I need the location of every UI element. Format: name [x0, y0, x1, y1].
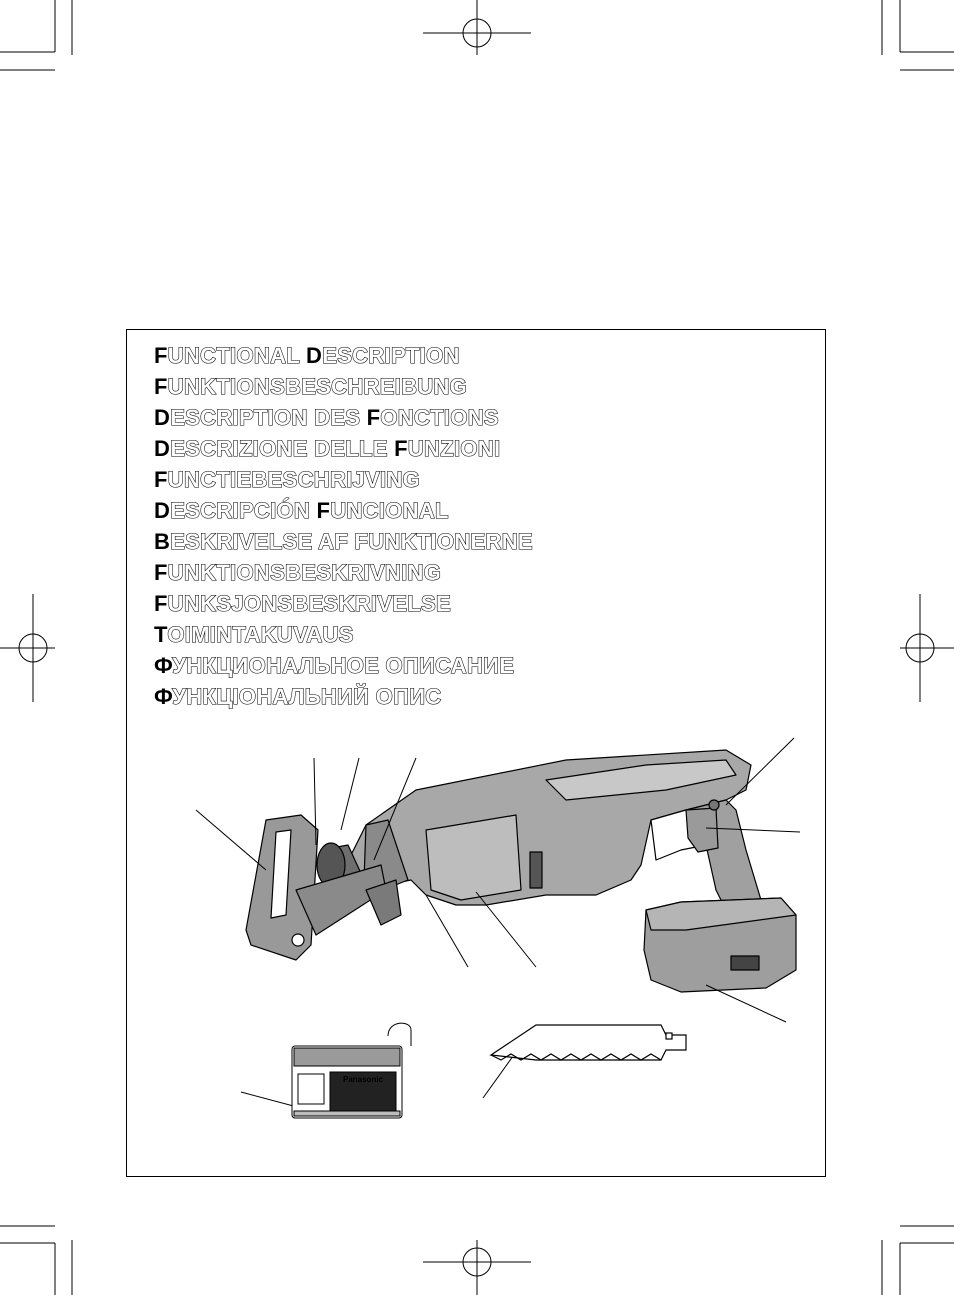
title-french: DESCRIPTION DES FONCTIONS: [154, 405, 499, 430]
title-english: FUNCTIONAL DESCRIPTION: [154, 343, 460, 368]
title-german: FUNKTIONSBESCHREIBUNG: [154, 374, 468, 399]
title-dutch: FUNCTIEBESCHRIJVING: [154, 467, 421, 492]
saw-body: [351, 750, 796, 992]
charger-brand: Panasonic: [342, 1075, 384, 1084]
title-russian: ФУНКЦИОНАЛЬНОЕ ОПИСАНИЕ: [154, 653, 515, 678]
battery-charger: [292, 1023, 411, 1118]
reciprocating-saw-illustration: [126, 720, 826, 1170]
saw-blade: [491, 1025, 686, 1060]
title-finnish: TOIMINTAKUVAUS: [154, 622, 354, 647]
title-norwegian: FUNKSJONSBESKRIVELSE: [154, 591, 451, 616]
title-list: [154, 340, 533, 712]
title-spanish: DESCRIPCIÓN FUNCIONAL: [154, 498, 449, 523]
title-italian: DESCRIZIONE DELLE FUNZIONI: [154, 436, 501, 461]
lock-button-icon: [709, 800, 719, 810]
title-ukrainian: ФУНКЦIОНАЛЬНИЙ ОПИС: [154, 684, 442, 709]
title-swedish: FUNKTIONSBESKRIVNING: [154, 560, 442, 585]
title-danish: BESKRIVELSE AF FUNKTIONERNE: [154, 529, 533, 554]
